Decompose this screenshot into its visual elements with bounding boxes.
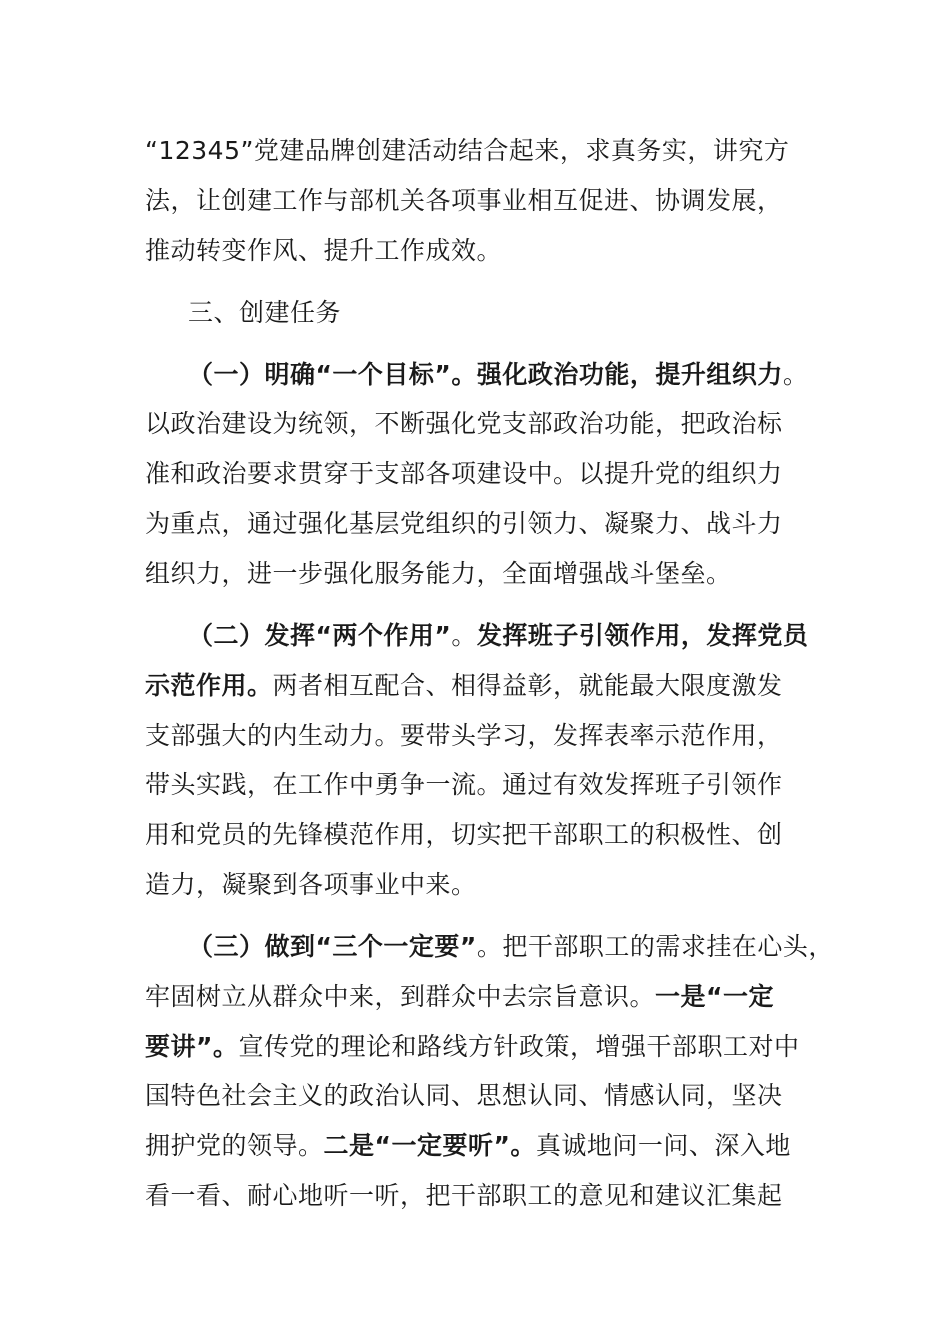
text-run: 准和政治要求贯穿于支部各项建设中。以提升党的组织力 [145, 459, 783, 488]
text-run: 宣传党的理论和路线方针政策，增强干部职工对中 [238, 1032, 800, 1061]
text-line [188, 931, 834, 963]
text-run: “12345”党建品牌创建活动结合起来，求真务实，讲究方 [145, 136, 790, 165]
text-run: 真诚地问一问、深入地 [535, 1131, 791, 1160]
text-run: 推动转变作风、提升工作成效。 [145, 236, 503, 265]
text-run: 拥护党的领导。 [145, 1131, 324, 1160]
text-run: 造力，凝聚到各项事业中来。 [145, 870, 477, 899]
text-line [145, 769, 783, 801]
text-run: 国特色社会主义的政治认同、思想认同、情感认同，坚决 [145, 1081, 783, 1110]
text-line [145, 235, 502, 267]
text-run: 带头实践，在工作中勇争一流。通过有效发挥班子引领作 [145, 770, 783, 799]
text-run: 以政治建设为统领，不断强化党支部政治功能，把政治标 [145, 409, 783, 438]
text-line [145, 670, 783, 702]
text-line [145, 508, 783, 540]
text-line [145, 1080, 783, 1112]
text-line [145, 819, 783, 851]
text-run: 看一看、耐心地听一听，把干部职工的意见和建议汇集起 [145, 1181, 783, 1210]
text-run-bold: （一）明确“一个目标”。强化政治功能，提升组织力 [188, 360, 783, 389]
text-run-bold: 一是“一定 [655, 982, 774, 1011]
text-run-bold: （三）做到“三个一定要” [188, 932, 477, 961]
text-line [145, 408, 783, 440]
text-line [145, 981, 774, 1013]
text-line [145, 1031, 799, 1063]
text-run: 两者相互配合、相得益彰，就能最大限度激发 [272, 671, 783, 700]
text-run: 。 [451, 621, 477, 650]
text-line [145, 458, 783, 490]
text-run: 为重点，通过强化基层党组织的引领力、凝聚力、战斗力 [145, 509, 783, 538]
text-run: 支部强大的内生动力。要带头学习，发挥表率示范作用， [145, 721, 783, 750]
text-run: 。 [782, 360, 809, 389]
text-line [145, 720, 783, 752]
text-run-bold: （二）发挥“两个作用” [188, 621, 452, 650]
text-run: 用和党员的先锋模范作用，切实把干部职工的积极性、创 [145, 820, 783, 849]
text-run-bold: 示范作用。 [145, 671, 273, 700]
section-heading [188, 297, 341, 329]
text-run-bold: 二是“一定要听”。 [323, 1131, 536, 1160]
text-run: 。把干部职工的需求挂在心头， [476, 932, 834, 961]
text-line [188, 359, 808, 391]
text-run: 组织力，进一步强化服务能力，全面增强战斗堡垒。 [145, 559, 732, 588]
text-line [188, 620, 808, 652]
text-run: 法，让创建工作与部机关各项事业相互促进、协调发展， [145, 186, 783, 215]
text-line [145, 869, 477, 901]
text-line [145, 135, 789, 167]
text-run-bold: 要讲”。 [145, 1032, 239, 1061]
text-run: 牢固树立从群众中来，到群众中去宗旨意识。 [145, 982, 656, 1011]
text-run: 三、创建任务 [188, 298, 342, 327]
text-line [145, 1130, 791, 1162]
text-line [145, 185, 783, 217]
text-line [145, 1180, 783, 1212]
text-run-bold: 发挥班子引领作用，发挥党员 [476, 621, 809, 650]
text-line [145, 558, 732, 590]
